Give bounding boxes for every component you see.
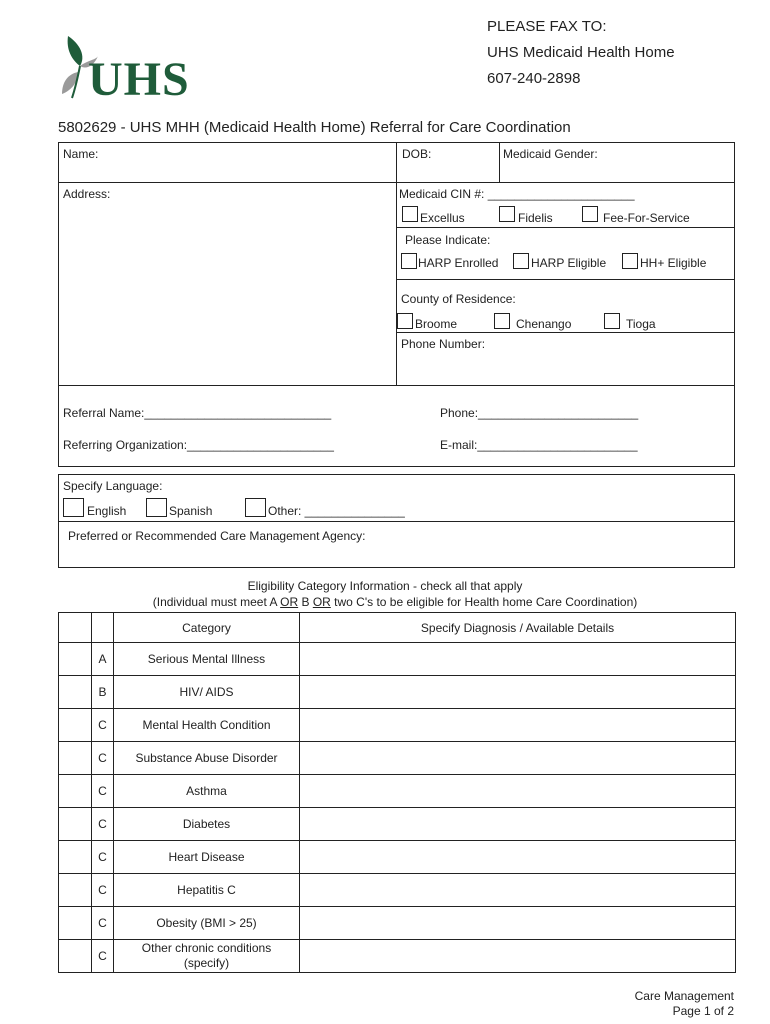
english-checkbox[interactable] xyxy=(63,498,84,517)
hh-plus-eligible-checkbox[interactable] xyxy=(622,253,638,269)
table-row xyxy=(59,841,736,874)
phone-number-label[interactable]: Phone Number: xyxy=(401,337,486,351)
category-code: B xyxy=(92,676,114,709)
eligibility-checkbox[interactable] xyxy=(59,841,92,874)
diagnosis-details-field[interactable] xyxy=(300,643,736,676)
category-name: Heart Disease xyxy=(114,841,300,874)
category-name: Serious Mental Illness xyxy=(114,643,300,676)
fax-number: 607-240-2898 xyxy=(487,70,581,87)
fax-recipient: UHS Medicaid Health Home xyxy=(487,44,675,61)
category-name: Other chronic conditions (specify) xyxy=(114,940,300,973)
category-name: Substance Abuse Disorder xyxy=(114,742,300,775)
harp-enrolled-label: HARP Enrolled xyxy=(418,256,499,270)
diagnosis-details-field[interactable] xyxy=(300,676,736,709)
footer-page-number: Page 1 of 2 xyxy=(672,1004,734,1018)
diagnosis-details-field[interactable] xyxy=(300,808,736,841)
diagnosis-details-field[interactable] xyxy=(300,775,736,808)
table-row xyxy=(59,643,736,676)
chenango-label: Chenango xyxy=(516,317,572,331)
harp-enrolled-checkbox[interactable] xyxy=(401,253,417,269)
cin-field-label[interactable]: Medicaid CIN #: ______________________ xyxy=(399,187,635,201)
diagnosis-details-field[interactable] xyxy=(300,940,736,973)
category-code: C xyxy=(92,742,114,775)
table-header-row xyxy=(59,613,736,643)
harp-eligible-checkbox[interactable] xyxy=(513,253,529,269)
diagnosis-details-field[interactable] xyxy=(300,841,736,874)
eligibility-subheading: (Individual must meet A OR B OR two C's to be eligible for Health home Care Coordination) xyxy=(152,595,638,609)
category-code: C xyxy=(92,940,114,973)
fee-for-service-checkbox[interactable] xyxy=(582,206,598,222)
eligibility-heading: Eligibility Category Information - check all that apply xyxy=(247,579,523,593)
tioga-checkbox[interactable] xyxy=(604,313,620,329)
table-row xyxy=(59,775,736,808)
chenango-checkbox[interactable] xyxy=(494,313,510,329)
fee-for-service-label: Fee-For-Service xyxy=(603,211,690,225)
excellus-checkbox[interactable] xyxy=(402,206,418,222)
referral-name-field[interactable]: Referral Name:____________________________ xyxy=(63,406,332,420)
referral-section xyxy=(58,385,735,467)
diagnosis-details-field[interactable] xyxy=(300,874,736,907)
divider xyxy=(396,332,735,333)
table-row xyxy=(59,907,736,940)
details-column-header: Specify Diagnosis / Available Details xyxy=(300,613,736,643)
eligibility-checkbox[interactable] xyxy=(59,775,92,808)
category-name: Hepatitis C xyxy=(114,874,300,907)
eligibility-checkbox[interactable] xyxy=(59,643,92,676)
specify-language-label: Specify Language: xyxy=(63,479,163,493)
other-language-checkbox[interactable] xyxy=(245,498,266,517)
eligibility-checkbox[interactable] xyxy=(59,874,92,907)
category-code: C xyxy=(92,907,114,940)
category-code: C xyxy=(92,775,114,808)
fidelis-checkbox[interactable] xyxy=(499,206,515,222)
care-management-agency-field[interactable]: Preferred or Recommended Care Management Agency: xyxy=(68,529,366,543)
broome-label: Broome xyxy=(415,317,458,331)
category-name: Mental Health Condition xyxy=(114,709,300,742)
category-name: Obesity (BMI > 25) xyxy=(114,907,300,940)
referral-phone-field[interactable]: Phone:________________________ xyxy=(440,406,639,420)
category-code: C xyxy=(92,841,114,874)
eligibility-checkbox[interactable] xyxy=(59,940,92,973)
eligibility-checkbox[interactable] xyxy=(59,676,92,709)
eligibility-checkbox[interactable] xyxy=(59,808,92,841)
eligibility-checkbox[interactable] xyxy=(59,907,92,940)
referring-organization-field[interactable]: Referring Organization:______________________ xyxy=(63,438,334,452)
category-code: C xyxy=(92,874,114,907)
category-code: A xyxy=(92,643,114,676)
table-row xyxy=(59,808,736,841)
divider xyxy=(396,142,397,386)
spanish-label: Spanish xyxy=(169,504,213,518)
form-title: 5802629 - UHS MHH (Medicaid Health Home) Referral for Care Coordination xyxy=(58,119,571,136)
category-name: Asthma xyxy=(114,775,300,808)
diagnosis-details-field[interactable] xyxy=(300,709,736,742)
spanish-checkbox[interactable] xyxy=(146,498,167,517)
table-row xyxy=(59,742,736,775)
gender-field-label[interactable]: Medicaid Gender: xyxy=(503,147,598,161)
diagnosis-details-field[interactable] xyxy=(300,742,736,775)
harp-eligible-label: HARP Eligible xyxy=(531,256,607,270)
category-code: C xyxy=(92,808,114,841)
dob-field-label[interactable]: DOB: xyxy=(402,147,432,161)
table-row xyxy=(59,940,736,973)
diagnosis-details-field[interactable] xyxy=(300,907,736,940)
divider xyxy=(499,142,500,183)
category-column-header: Category xyxy=(114,613,300,643)
table-row xyxy=(59,874,736,907)
hh-plus-eligible-label: HH+ Eligible xyxy=(640,256,707,270)
fidelis-label: Fidelis xyxy=(518,211,553,225)
tioga-label: Tioga xyxy=(626,317,656,331)
address-field-label[interactable]: Address: xyxy=(63,187,111,201)
excellus-label: Excellus xyxy=(420,211,465,225)
name-field-label[interactable]: Name: xyxy=(63,147,99,161)
divider xyxy=(58,521,735,522)
footer-department: Care Management xyxy=(634,989,734,1003)
county-label: County of Residence: xyxy=(401,292,516,306)
divider xyxy=(396,227,735,228)
uhs-logo-text: UHS xyxy=(88,53,190,106)
category-name: Diabetes xyxy=(114,808,300,841)
divider xyxy=(58,182,735,183)
category-name: HIV/ AIDS xyxy=(114,676,300,709)
please-indicate-label: Please Indicate: xyxy=(405,233,491,247)
eligibility-checkbox[interactable] xyxy=(59,709,92,742)
table-row xyxy=(59,709,736,742)
divider xyxy=(396,279,735,280)
category-code: C xyxy=(92,709,114,742)
referral-email-field[interactable]: E-mail:________________________ xyxy=(440,438,638,452)
english-label: English xyxy=(87,504,127,518)
other-language-label[interactable]: Other: _______________ xyxy=(268,504,405,518)
fax-heading: PLEASE FAX TO: xyxy=(487,18,607,35)
broome-checkbox[interactable] xyxy=(397,313,413,329)
eligibility-checkbox[interactable] xyxy=(59,742,92,775)
table-row xyxy=(59,676,736,709)
eligibility-table xyxy=(58,612,736,973)
